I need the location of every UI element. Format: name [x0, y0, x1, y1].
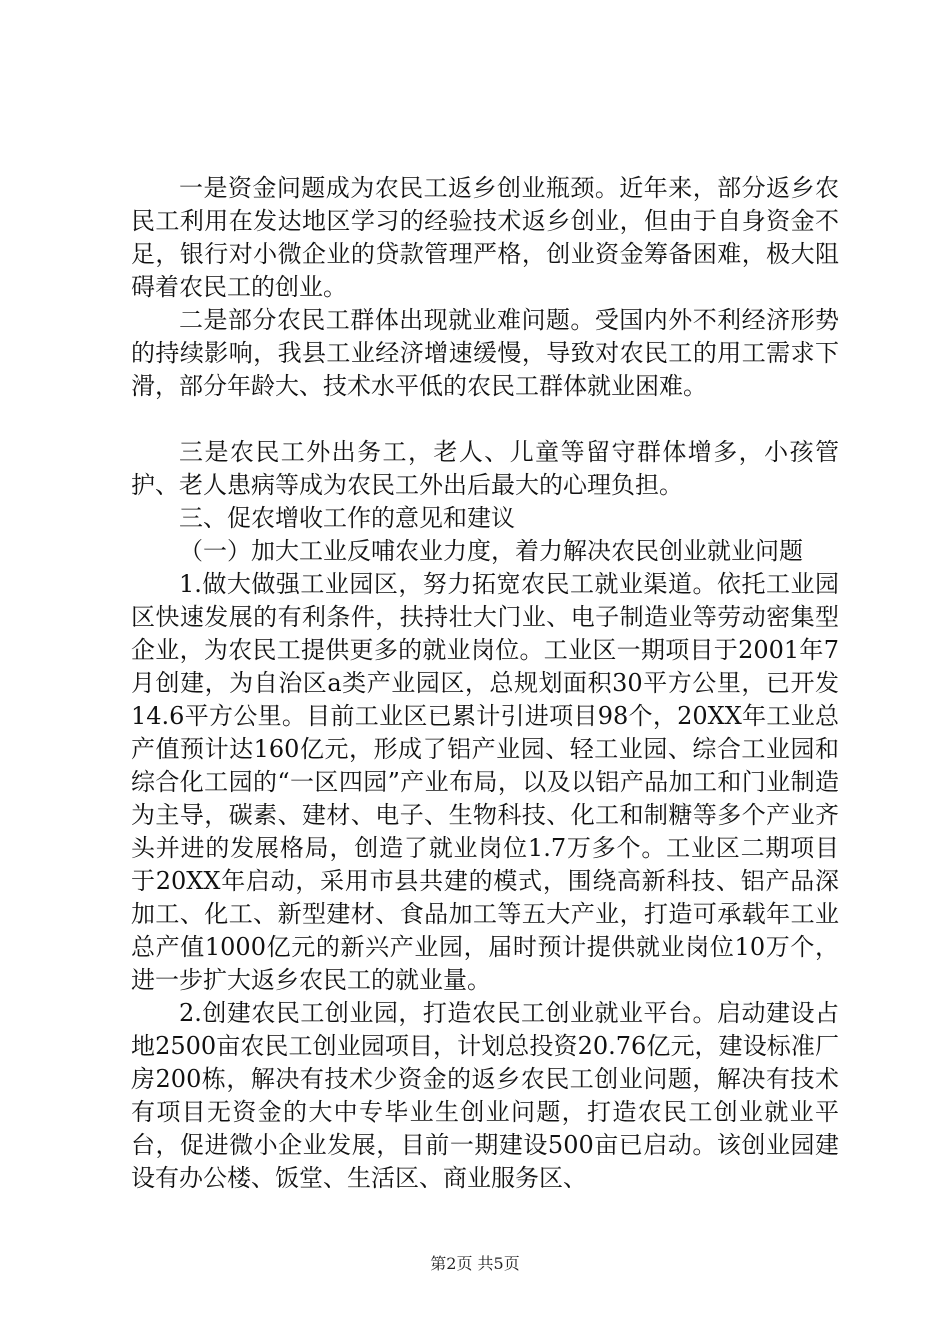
paragraph-startup-park: 2.创建农民工创业园，打造农民工创业就业平台。启动建设占地2500亩农民工创业园项目，计划总投资20.76亿元，建设标准厂房200栋，解决有技术少资金的返乡农民工创业问题，解决有技术有项目无资金的大中专毕业生创业问题，打造农民工创业就业平台，促进微小企业发展，目前一期建设500亩已启动。该创业园建设有办公楼、饭堂、生活区、商业服务区、: [131, 999, 839, 1192]
page-number-footer: 第2页 共5页: [430, 1254, 520, 1273]
section-heading-suggestions: 三、促农增收工作的意见和建议: [179, 504, 515, 532]
paragraph-left-behind-problem: 三是农民工外出务工，老人、儿童等留守群体增多，小孩管护、老人患病等成为农民工外出后最大的心理负担。: [131, 438, 839, 499]
subsection-heading-industry-support: （一）加大工业反哺农业力度，着力解决农民创业就业问题: [179, 537, 803, 565]
paragraph-funding-problem: 一是资金问题成为农民工返乡创业瓶颈。近年来，部分返乡农民工利用在发达地区学习的经验技术返乡创业，但由于自身资金不足，银行对小微企业的贷款管理严格，创业资金筹备困难，极大阻碍着农民工的创业。: [131, 174, 839, 301]
paragraph-industrial-park: 1.做大做强工业园区，努力拓宽农民工就业渠道。依托工业园区快速发展的有利条件，扶持壮大门业、电子制造业等劳动密集型企业，为农民工提供更多的就业岗位。工业区一期项目于2001年7月创建，为自治区a类产业园区，总规划面积30平方公里，已开发14.6平方公里。目前工业区已累计引进项目98个，20XX年工业总产值预计达160亿元，形成了铝产业园、轻工业园、综合工业园和综合化工园的“一区四园”产业布局，以及以铝产品加工和门业制造为主导，碳素、建材、电子、生物科技、化工和制糖等多个产业齐头并进的发展格局，创造了就业岗位1.7万多个。工业区二期项目于20XX年启动，采用市县共建的模式，围绕高新科技、铝产品深加工、化工、新型建材、食品加工等五大产业，打造可承载年工业总产值1000亿元的新兴产业园，届时预计提供就业岗位10万个，进一步扩大返乡农民工的就业量。: [131, 570, 839, 994]
document-body: [131, 172, 839, 1195]
paragraph-employment-problem: 二是部分农民工群体出现就业难问题。受国内外不利经济形势的持续影响，我县工业经济增速缓慢，导致对农民工的用工需求下滑，部分年龄大、技术水平低的农民工群体就业困难。: [131, 306, 839, 400]
